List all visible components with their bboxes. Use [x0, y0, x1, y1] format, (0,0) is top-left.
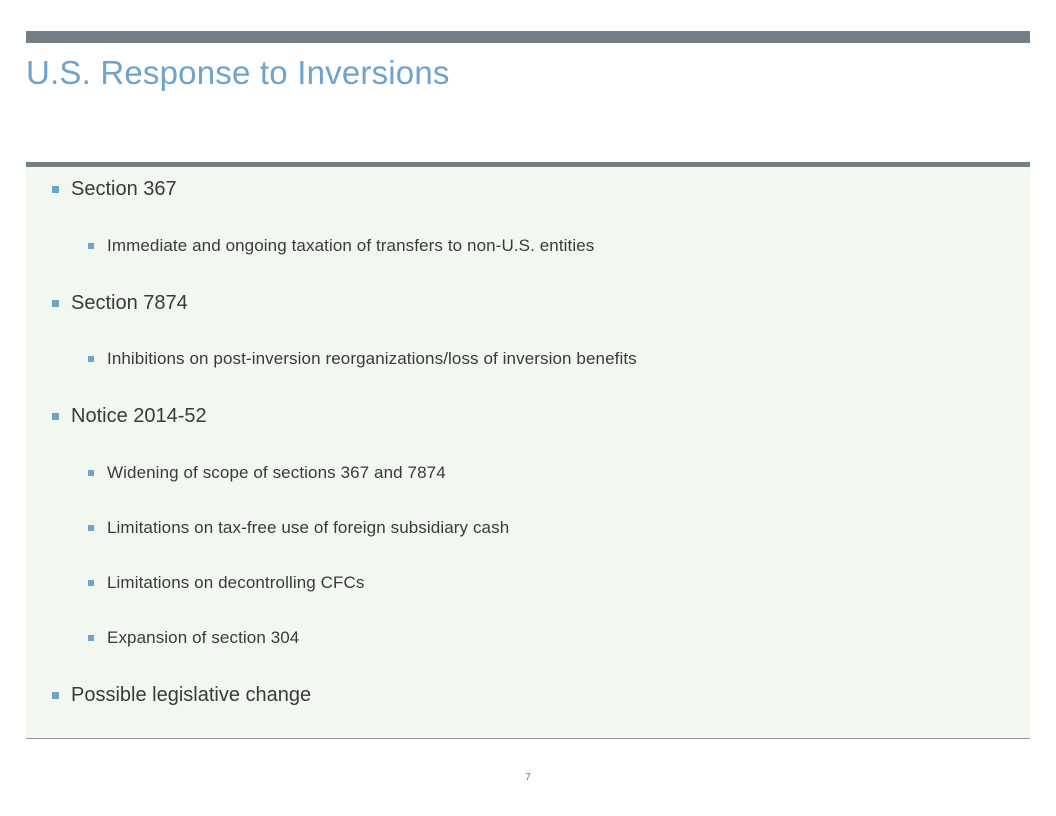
bullet-text: Section 7874: [71, 292, 188, 314]
square-bullet-icon: [88, 243, 94, 249]
sub-bullet-item: [88, 349, 637, 369]
header-bar: [26, 31, 1030, 43]
sub-bullet-item: [88, 463, 446, 483]
square-bullet-icon: [88, 470, 94, 476]
slide-title: U.S. Response to Inversions: [26, 54, 450, 91]
square-bullet-icon: [52, 692, 59, 699]
sub-bullet-text: Limitations on decontrolling CFCs: [107, 573, 365, 592]
sub-bullet-text: Limitations on tax-free use of foreign subsidiary cash: [107, 518, 510, 537]
square-bullet-icon: [88, 525, 94, 531]
bullet-item: [52, 684, 311, 707]
sub-bullet-text: Inhibitions on post-inversion reorganizations/loss of inversion benefits: [107, 349, 637, 368]
bullet-item: [52, 405, 207, 428]
square-bullet-icon: [88, 635, 94, 641]
sub-bullet-text: Widening of scope of sections 367 and 7874: [107, 463, 446, 482]
square-bullet-icon: [88, 580, 94, 586]
bullet-text: Notice 2014-52: [71, 405, 207, 427]
bullet-item: [52, 178, 177, 201]
square-bullet-icon: [88, 356, 94, 362]
square-bullet-icon: [52, 186, 59, 193]
bullet-text: Possible legislative change: [71, 684, 312, 706]
square-bullet-icon: [52, 300, 59, 307]
sub-bullet-item: [88, 628, 299, 648]
sub-bullet-text: Expansion of section 304: [107, 628, 300, 647]
page-number: 7: [525, 772, 531, 783]
sub-bullet-item: [88, 573, 364, 593]
bullet-text: Section 367: [71, 178, 177, 200]
sub-bullet-text: Immediate and ongoing taxation of transfers to non-U.S. entities: [107, 236, 595, 255]
sub-bullet-item: [88, 518, 509, 538]
sub-bullet-item: [88, 236, 594, 256]
bullet-item: [52, 292, 188, 315]
square-bullet-icon: [52, 413, 59, 420]
